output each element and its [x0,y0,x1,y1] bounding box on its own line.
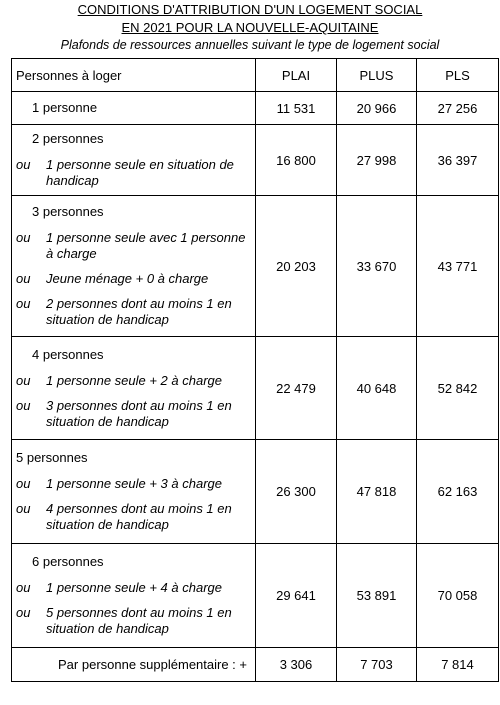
category-cell [12,125,256,196]
header-pls: PLS [417,59,499,92]
pls-value: 62 163 [417,440,499,544]
or-label: ou [16,230,31,245]
plai-value: 20 203 [256,196,337,337]
table-row [12,337,499,440]
header-persons: Personnes à loger [12,59,256,92]
or-label: ou [16,296,31,311]
category-alternative: 1 personne seule avec 1 personne à charge [46,230,246,261]
subtitle: Plafonds de ressources annuelles suivant le type de logement social [60,38,440,52]
plai-value: 29 641 [256,544,337,648]
category-alternative: 4 personnes dont au moins 1 en situation de handicap [46,501,232,532]
header-plus: PLUS [337,59,417,92]
category-cell [12,92,256,125]
plus-value: 27 998 [337,125,417,196]
category-main: 5 personnes [16,450,88,465]
category-cell [12,440,256,544]
category-main: 3 personnes [32,204,104,219]
pls-value: 27 256 [417,92,499,125]
plai-value: 26 300 [256,440,337,544]
category-alternative: 1 personne seule + 2 à charge [46,372,222,388]
or-label: ou [16,605,31,620]
category-alternative: 1 personne seule + 3 à charge [46,476,222,491]
category-main: 4 personnes [32,346,104,362]
table-row [12,440,499,544]
plai-value: 11 531 [256,92,337,125]
pls-value: 7 814 [417,648,499,682]
table-row [12,92,499,125]
plus-value: 40 648 [337,337,417,440]
plai-value: 16 800 [256,125,337,196]
category-alternative: 2 personnes dont au moins 1 en situation de handicap [46,296,232,327]
plai-value: 3 306 [256,648,337,682]
category-cell [12,196,256,337]
category-main: 1 personne [32,100,98,115]
or-label: ou [16,476,31,491]
category-alternative: Jeune ménage + 0 à charge [46,271,209,286]
table-row [12,196,499,337]
category-alternative: 3 personnes dont au moins 1 en situation de handicap [46,397,232,429]
extra-person-label: Par personne supplémentaire : + [12,648,256,682]
or-label: ou [16,501,31,516]
table-row [12,544,499,648]
plus-value: 20 966 [337,92,417,125]
title-line-1: CONDITIONS D'ATTRIBUTION D'UN LOGEMENT SOCIAL [77,2,423,17]
or-label: ou [16,157,31,172]
table-header-row [12,59,499,92]
income-ceiling-table [11,58,499,682]
or-label: ou [16,372,31,388]
or-label: ou [16,397,31,413]
category-alternative: 1 personne seule en situation de handicap [46,157,234,188]
table-row-extra-person [12,648,499,682]
plus-value: 53 891 [337,544,417,648]
plus-value: 33 670 [337,196,417,337]
table-row [12,125,499,196]
category-alternative: 5 personnes dont au moins 1 en situation de handicap [46,605,232,636]
pls-value: 70 058 [417,544,499,648]
category-cell [12,337,256,440]
title-line-2: EN 2021 POUR LA NOUVELLE-AQUITAINE [121,20,379,35]
pls-value: 43 771 [417,196,499,337]
category-main: 2 personnes [32,131,104,146]
pls-value: 36 397 [417,125,499,196]
plai-value: 22 479 [256,337,337,440]
header-plai: PLAI [256,59,337,92]
or-label: ou [16,580,31,595]
category-main: 6 personnes [32,554,104,569]
plus-value: 47 818 [337,440,417,544]
category-cell [12,544,256,648]
or-label: ou [16,271,31,286]
category-alternative: 1 personne seule + 4 à charge [46,580,222,595]
pls-value: 52 842 [417,337,499,440]
plus-value: 7 703 [337,648,417,682]
